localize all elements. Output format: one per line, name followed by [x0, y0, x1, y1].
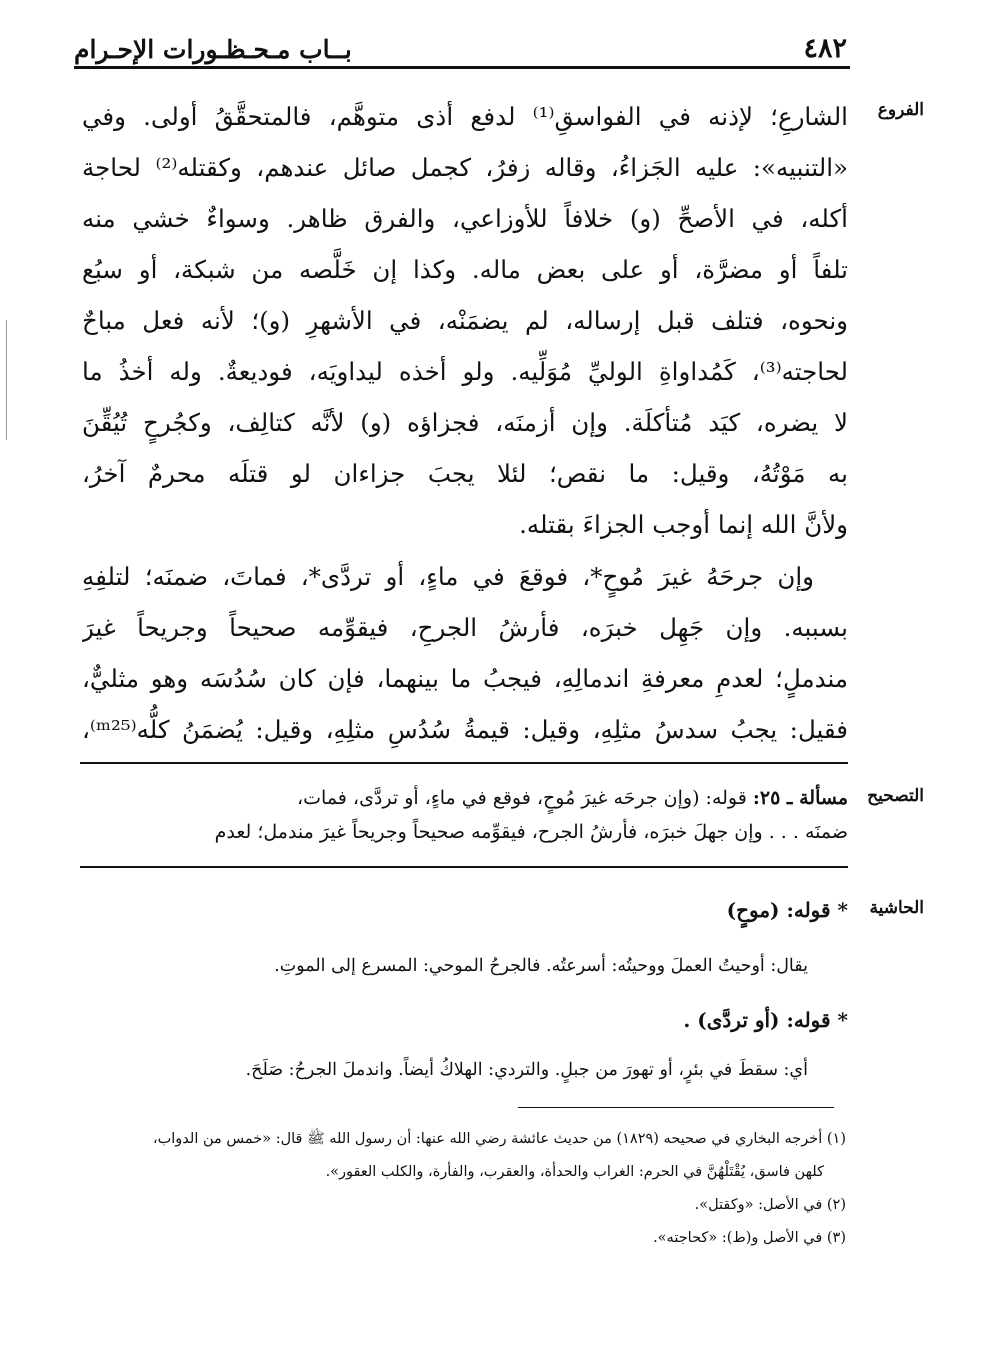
tashih-issue-label: مسألة ـ ٢٥:: [752, 787, 848, 809]
footnote-rule: [518, 1107, 834, 1108]
text-line: الشارعِ؛ لإذنه في الفواسقِ⁽¹⁾ لدفع أذى متوهَّم، فالمتحقَّقُ أولى. وفي: [82, 102, 848, 131]
text-line: أكله، في الأصحِّ (و) خلافاً للأوزاعي، والفرق ظاهر. وسواءٌ خشي منه: [82, 204, 848, 233]
tashih-top-rule: [80, 762, 848, 764]
main-text: [82, 91, 848, 550]
text-line: لا يضره، كيَد مُتأكلَة. وإن أزمنَه، فجزاؤه (و) لأنَّه كتالِف، وكجُرحٍ تُيُقِّنَ: [82, 408, 848, 437]
chapter-title: بــاب مـحـظـورات الإحـرام: [74, 35, 352, 64]
text-line: لحاجته⁽³⁾، كَمُداواةِ الوليِّ مُوَلِّيه. ولو أخذه ليداويَه، فوديعةٌ. وله أخذُ ما: [82, 357, 848, 386]
label-tashih: التصحيح: [867, 786, 924, 806]
footnotes: [82, 1123, 846, 1255]
hashiya-body-1: يقال: أوحيتُ العملَ ووحيتُه: أسرعتُه. فالجرحُ الموحي: المسرع إلى الموتِ.: [274, 956, 808, 976]
footnote-line: كلهن فاسق، يُقْتَلْهُنَّ في الحرم: الغراب والحدأة، والعقرب، والفأرة، والكلب العقور».: [325, 1164, 824, 1180]
tashih-line-1: [82, 781, 848, 815]
text-line: تلفاً أو مضرَّة، أو على بعض ماله. وكذا إن خَلَّصه من شبكة، أو سبُع: [82, 255, 848, 284]
text-line: ونحوه، فتلف قبل إرساله، لم يضمَنْه، في الأشهرِ (و)؛ لأنه فعل مباحٌ: [82, 306, 848, 335]
tashih-text: قوله: (وإن جرحَه غيرَ مُوحٍ، فوقع في ماءٍ، أو تردَّى، فمات،: [297, 787, 747, 809]
tashih-line-2: ضمنَه . . . وإن جهلَ خبرَه، فأرشُ الجرح، فيقوِّمه صحيحاً وجريحاً غيرَ مندمل؛ لعدم: [214, 821, 848, 843]
page-number: ٤٨٢: [803, 33, 847, 64]
footnote-line: (٣) في الأصل و(ط): «كحاجته».: [653, 1230, 846, 1246]
text-line: «التنبيه»: عليه الجَزاءُ، وقاله زفرُ، كجمل صائل عندهم، وكقتله⁽²⁾ لحاجة: [82, 153, 848, 182]
text-line: مندملٍ؛ لعدمِ معرفةِ اندمالِهِ، فيجبُ ما بينهما، فإن كان سُدُسَه وهو مثليٌّ،: [82, 664, 848, 693]
hashiya-heading-1: * قوله: (موحٍ): [726, 898, 848, 922]
label-furu: الفروع: [877, 100, 924, 120]
label-hashiya: الحاشية: [869, 898, 924, 918]
paragraph-2: [82, 551, 848, 755]
hashiya-body-2: أي: سقطَ في بئرٍ، أو تهورَ من جبلٍ. والتردي: الهلاكُ أيضاً. واندملَ الجرحُ: صَلَحَ.: [245, 1060, 808, 1080]
header-rule: [74, 66, 850, 69]
text-line: وإن جرحَهُ غيرَ مُوحٍ*، فوقعَ في ماءٍ، أو تردَّى*، فماتَ، ضمنَه؛ لتلفِهِ: [82, 562, 814, 591]
footnote-line: (٢) في الأصل: «وكقتل».: [694, 1197, 846, 1213]
tashih-bottom-rule: [80, 866, 848, 868]
text-line: بسببه. وإن جَهِل خبرَه، فأرشُ الجرحِ، فيقوِّمه صحيحاً وجريحاً غيرَ: [82, 613, 848, 642]
text-line: فقيل: يجبُ سدسُ مثلِهِ، وقيل: قيمةُ سُدُسِ مثلِهِ، وقيل: يُضمَنُ كلُّه⁽ᵐ²⁵⁾،: [82, 715, 848, 744]
footnote-line: (١) أخرجه البخاري في صحيحه (١٨٢٩) من حديث عائشة رضي الله عنها: أن رسول الله ﷺ قال: «خمس من الدواب،: [152, 1131, 846, 1147]
hashiya-heading-2: * قوله: (أو تردَّى) .: [683, 1008, 848, 1032]
page-header: [74, 24, 847, 64]
scan-edge-line: [6, 320, 7, 440]
text-line: به مَوْتُهُ، وقيل: ما نقص؛ لئلا يجبَ جزاءان لو قتلَه محرمٌ آخرُ،: [82, 459, 848, 488]
tashih-section: [82, 781, 848, 849]
text-line: ولأنَّ الله إنما أوجب الجزاءَ بقتله.: [519, 510, 848, 539]
